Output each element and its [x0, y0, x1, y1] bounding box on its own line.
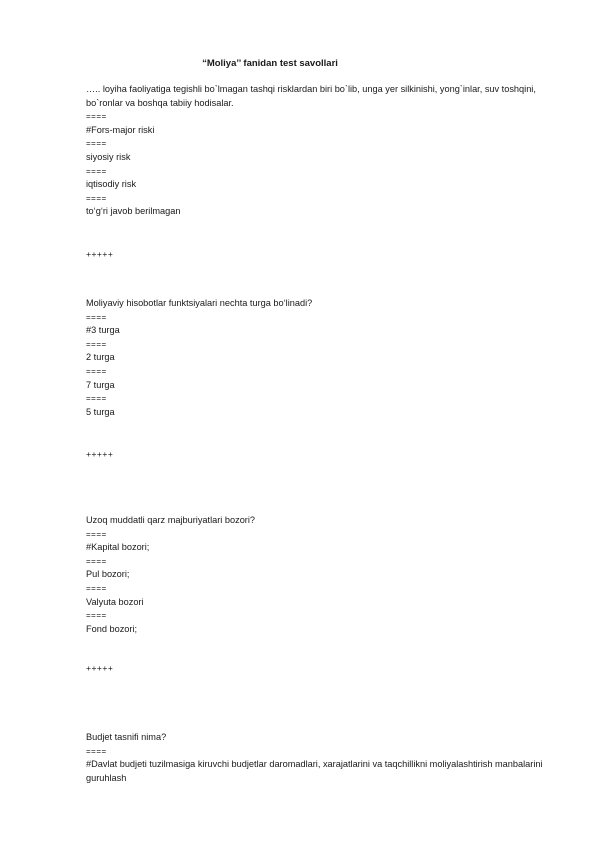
question-block-3 [86, 514, 556, 636]
separator: ==== [86, 611, 107, 621]
answer-option: siyosiy risk [86, 151, 131, 162]
answer-option: 2 turga [86, 352, 115, 363]
question-text: Moliyaviy hisobotlar funktsiyalari nechta turga bo‘linadi? [86, 298, 313, 308]
question-block-4 [86, 731, 556, 785]
separator: ==== [86, 166, 107, 176]
separator: ==== [86, 556, 107, 566]
answer-option: iqtisodiy risk [86, 179, 137, 190]
answer-option: Pul bozori; [86, 569, 130, 580]
separator: ==== [86, 339, 107, 349]
answer-option: Fond bozori; [86, 623, 138, 634]
document-title [0, 58, 596, 69]
document-title-text: “Moliya’’ fanidan test savollari [202, 58, 338, 69]
separator: ==== [86, 583, 107, 593]
answer-option: #3 turga [86, 325, 120, 336]
question-text: Budjet tasnifi nima? [86, 732, 167, 742]
end-marker: +++++ [86, 663, 114, 673]
end-marker: +++++ [86, 249, 114, 259]
answer-option: 5 turga [86, 406, 115, 417]
answer-option: 7 turga [86, 379, 115, 390]
answer-option: #Davlat budjeti tuzilmasiga kiruvchi budjetlar daromadlari, xarajatlarini va taqchillikni moliyalashtirish manbalarini guruhlash [86, 759, 543, 783]
end-marker: +++++ [86, 449, 114, 459]
question-text: Uzoq muddatli qarz majburiyatlari bozori? [86, 515, 256, 525]
separator: ==== [86, 746, 107, 756]
question-block-1 [86, 83, 556, 219]
question-text: ….. loyiha faoliyatiga tegishli bo`lmagan tashqi risklardan biri bo`lib, unga yer silkinishi, yong`inlar, suv toshqini, bo`ronlar va boshqa tabiiy hodisalar. [86, 84, 536, 108]
answer-option: #Fors-major riski [86, 124, 155, 135]
answer-option: #Kapital bozori; [86, 542, 150, 553]
separator: ==== [86, 312, 107, 322]
separator: ==== [86, 529, 107, 539]
separator: ==== [86, 366, 107, 376]
separator: ==== [86, 193, 107, 203]
question-block-2 [86, 297, 556, 419]
separator: ==== [86, 139, 107, 149]
answer-option: to‘g‘ri javob berilmagan [86, 206, 181, 217]
answer-option: Valyuta bozori [86, 596, 144, 607]
separator: ==== [86, 112, 107, 122]
separator: ==== [86, 394, 107, 404]
